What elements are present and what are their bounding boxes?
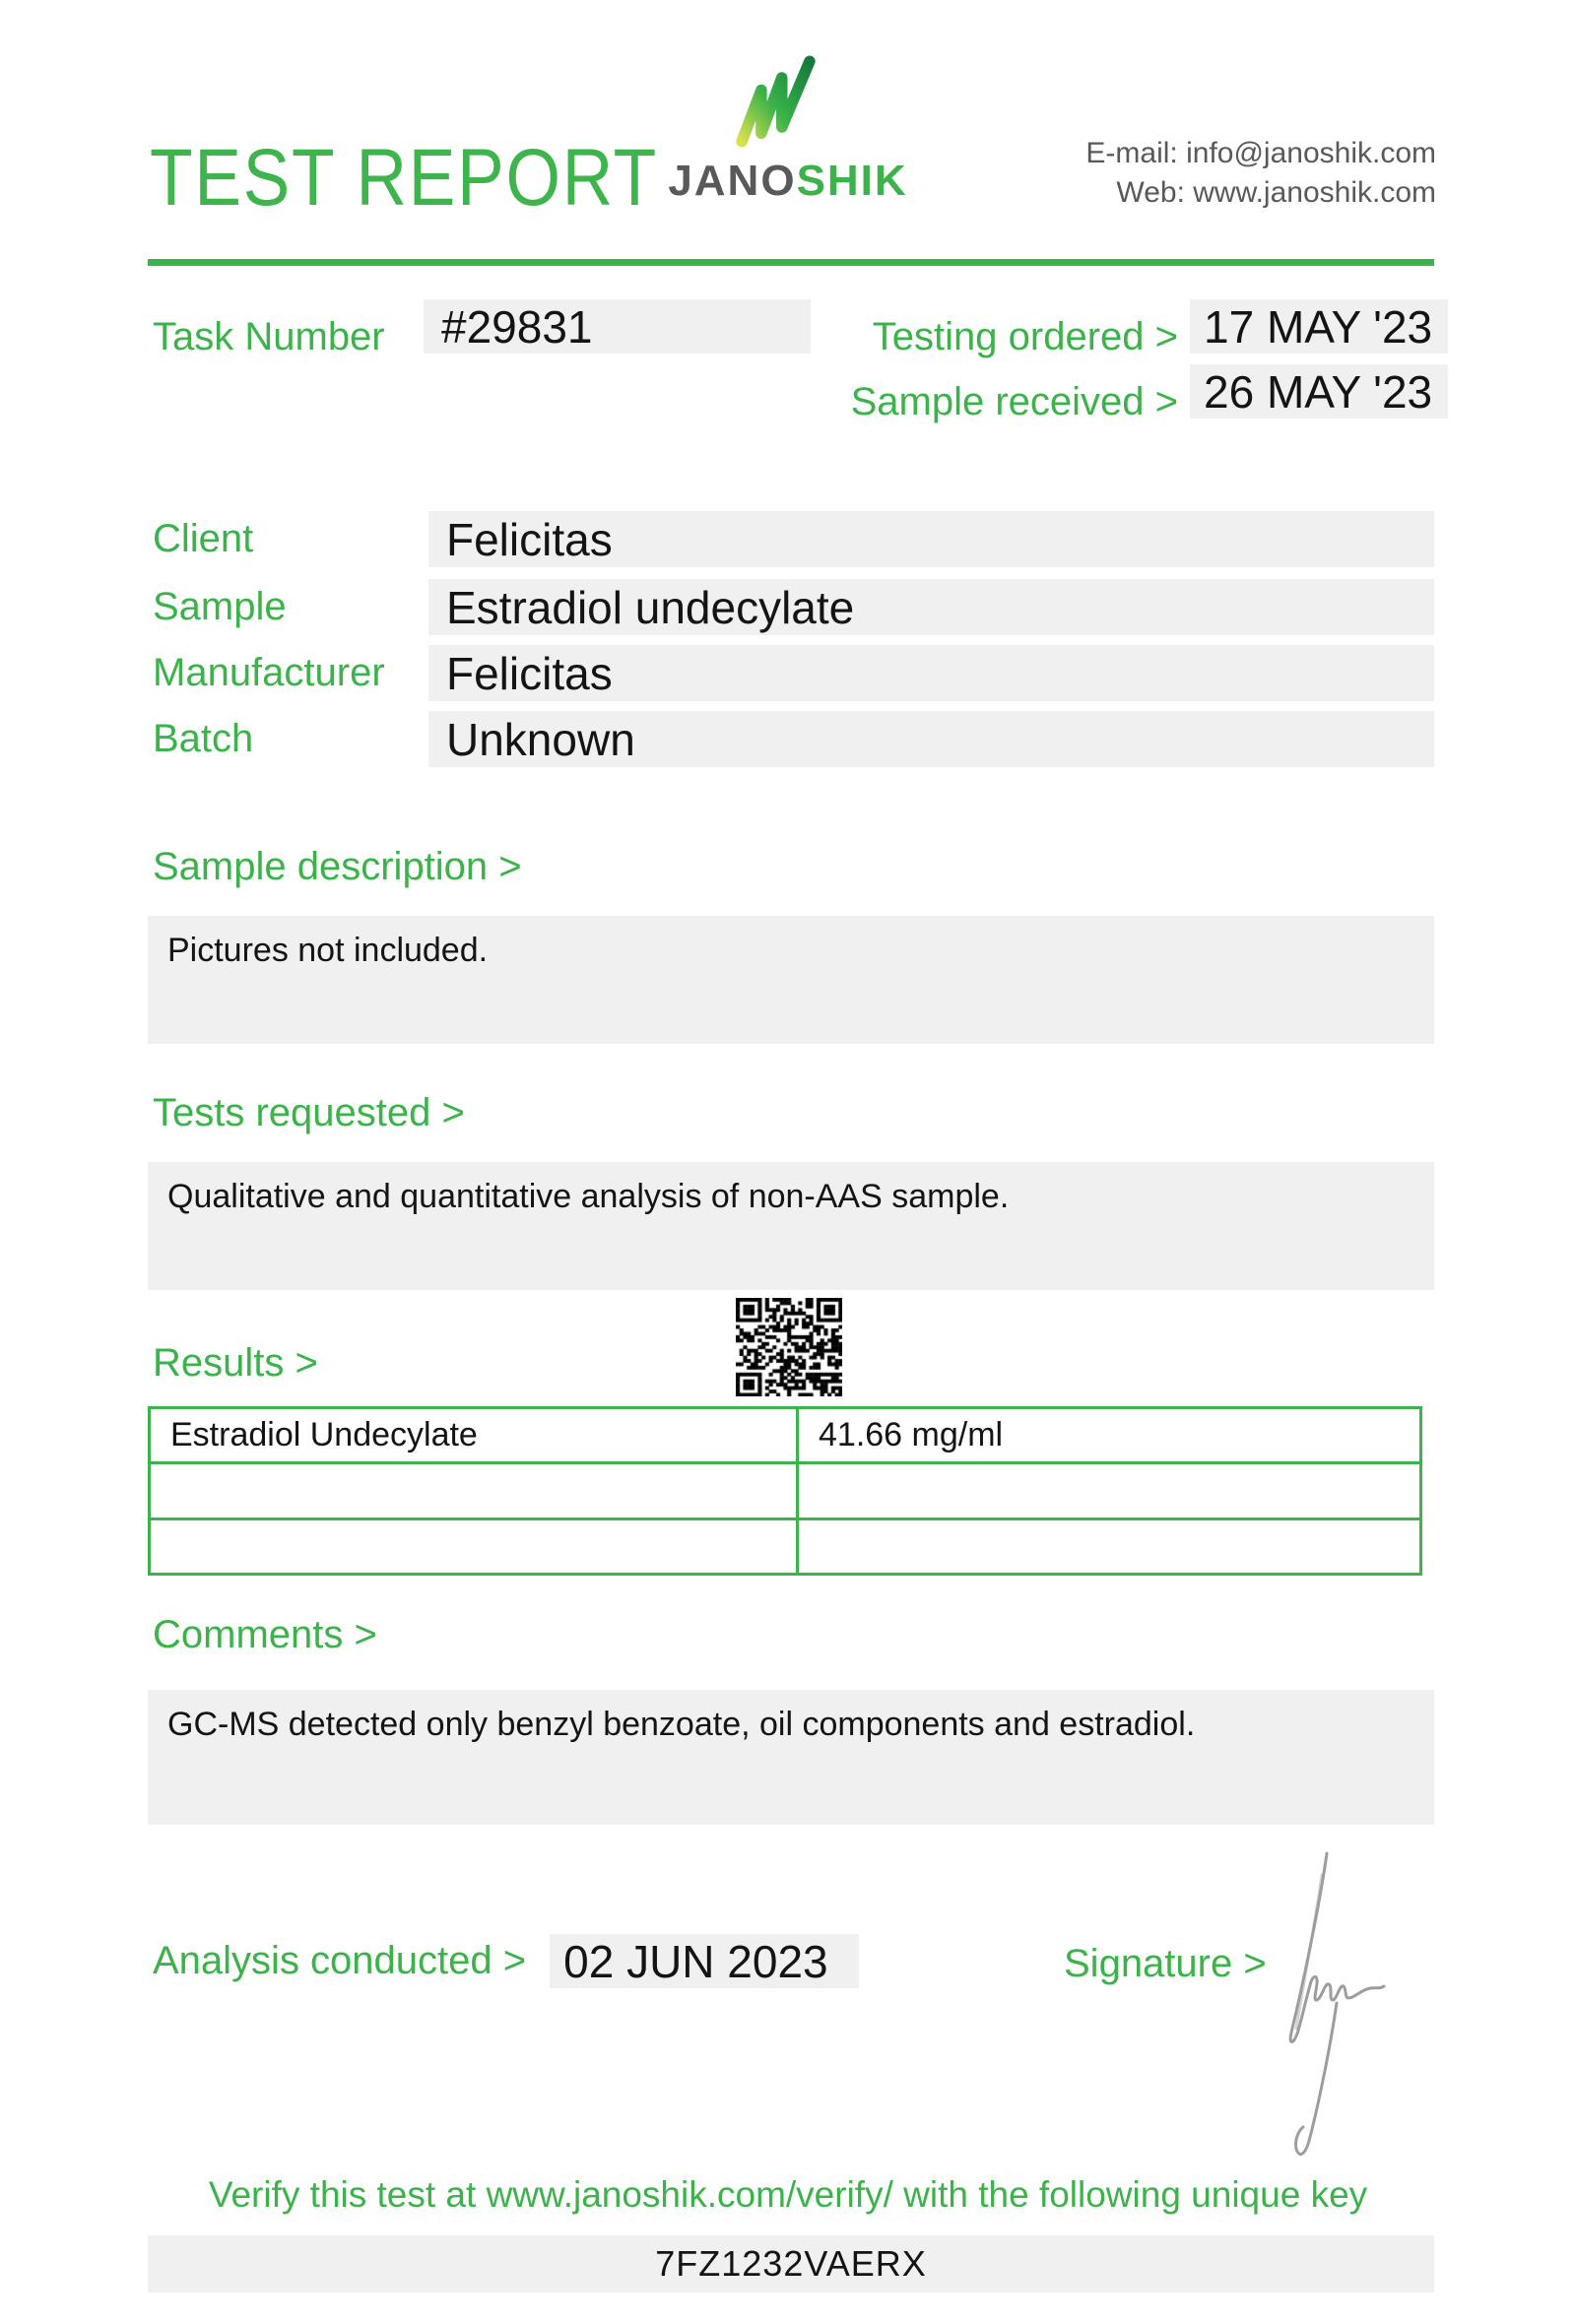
manufacturer-value: Felicitas xyxy=(446,647,613,699)
contact-email: E-mail: info@janoshik.com xyxy=(1085,137,1436,169)
info-row-client xyxy=(153,511,1434,567)
contact-web: Web: www.janoshik.com xyxy=(1116,176,1436,209)
tests-requested-box xyxy=(148,1162,1434,1290)
task-number-field xyxy=(424,299,811,354)
task-number-value: #29831 xyxy=(441,300,593,353)
sample-description-text: Pictures not included. xyxy=(167,932,489,969)
sample-value: Estradiol undecylate xyxy=(446,581,855,633)
testing-ordered-label: Testing ordered > xyxy=(872,315,1178,358)
result-value-cell: 41.66 mg/ml xyxy=(799,1409,1419,1461)
results-title: Results > xyxy=(153,1341,318,1385)
comments-box xyxy=(148,1690,1434,1825)
result-empty-cell xyxy=(799,1520,1419,1573)
verify-key-field xyxy=(148,2235,1434,2292)
info-row-sample xyxy=(153,579,1434,635)
analysis-date-field xyxy=(550,1934,859,1988)
sample-description-title: Sample description > xyxy=(153,845,522,888)
logo-wordmark-left: JANO xyxy=(668,157,797,205)
sample-received-date: 26 MAY '23 xyxy=(1204,365,1433,418)
verify-instruction: Verify this test at www.janoshik.com/verify/ with the following unique key xyxy=(208,2174,1368,2215)
testing-ordered-date: 17 MAY '23 xyxy=(1204,300,1433,353)
tests-requested-title: Tests requested > xyxy=(153,1091,465,1134)
sample-received-field xyxy=(1190,364,1448,419)
result-empty-cell xyxy=(799,1464,1419,1517)
logo-wordmark-right: SHIK xyxy=(796,157,908,205)
sample-label: Sample xyxy=(153,585,287,628)
sample-field xyxy=(428,579,1434,635)
client-value: Felicitas xyxy=(446,513,613,565)
testing-ordered-field xyxy=(1190,299,1448,354)
verify-key-value: 7FZ1232VAERX xyxy=(655,2243,927,2284)
comments-title: Comments > xyxy=(153,1613,377,1656)
header-divider xyxy=(148,259,1434,266)
manufacturer-label: Manufacturer xyxy=(153,651,385,694)
result-empty-cell xyxy=(151,1464,796,1517)
sample-received-label: Sample received > xyxy=(850,380,1178,423)
task-number-label: Task Number xyxy=(153,315,385,358)
contact-block xyxy=(1085,134,1436,213)
page-title: TEST REPORT xyxy=(150,133,658,223)
client-label: Client xyxy=(153,517,254,560)
info-row-manufacturer xyxy=(153,645,1434,701)
result-name-cell: Estradiol Undecylate xyxy=(151,1409,796,1461)
result-empty-cell xyxy=(151,1520,796,1573)
analysis-conducted-row xyxy=(153,1934,859,1988)
client-field xyxy=(428,511,1434,567)
analysis-conducted-label: Analysis conducted > xyxy=(153,1939,527,1982)
janoshik-logo xyxy=(666,55,910,206)
signature-image xyxy=(1271,1847,1428,2172)
sample-description-box xyxy=(148,916,1434,1044)
comments-text: GC-MS detected only benzyl benzoate, oil components and estradiol. xyxy=(167,1706,1196,1743)
tests-requested-text: Qualitative and quantitative analysis of non-AAS sample. xyxy=(167,1178,1010,1215)
manufacturer-field xyxy=(428,645,1434,701)
results-table xyxy=(148,1406,1422,1576)
info-row-batch xyxy=(153,711,1434,767)
signature-label: Signature > xyxy=(1064,1942,1267,1985)
trend-chart-icon xyxy=(729,55,847,150)
batch-label: Batch xyxy=(153,717,254,760)
analysis-date-value: 02 JUN 2023 xyxy=(563,1935,828,1987)
logo-wordmark xyxy=(666,157,910,206)
batch-field xyxy=(428,711,1434,767)
batch-value: Unknown xyxy=(446,713,635,765)
qr-code xyxy=(736,1298,842,1396)
